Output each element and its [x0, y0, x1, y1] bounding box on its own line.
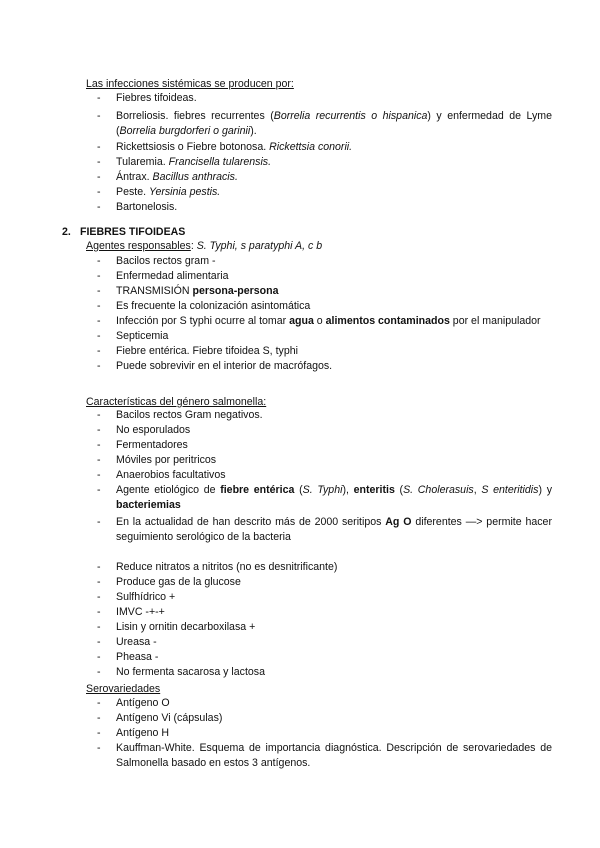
list-item: - Fiebre entérica. Fiebre tifoidea S, typhi [97, 344, 552, 359]
list-item: - IMVC -+-+ [97, 605, 552, 620]
agentes-heading: Agentes responsables: S. Typhi, s paratyphi A, c b [86, 240, 323, 252]
list-item: - Es frecuente la colonización asintomática [97, 299, 552, 314]
list-item: - Borreliosis. fiebres recurrentes (Borrelia recurrentis o hispanica) y enfermedad de Lyme (Borrelia burgdorferi o garinii). [97, 109, 552, 139]
caracteristicas-list [97, 408, 552, 680]
list-item: - Anaerobios facultativos [97, 468, 552, 483]
list-item: - Kauffman-White. Esquema de importancia diagnóstica. Descripción de serovariedades de Salmonella basado en estos 3 antígenos. [97, 741, 552, 771]
list-item: - Fiebres tifoideas. [97, 91, 552, 106]
infecciones-list [97, 91, 552, 215]
list-item: - Bartonelosis. [97, 200, 552, 215]
list-item: - Rickettsiosis o Fiebre botonosa. Rickettsia conorii. [97, 140, 552, 155]
list-item: - Lisin y ornitin decarboxilasa + [97, 620, 552, 635]
list-item: - Reduce nitratos a nitritos (no es desnitrificante) [97, 560, 552, 575]
list-item: - Bacilos rectos gram - [97, 254, 552, 269]
list-item: - Bacilos rectos Gram negativos. [97, 408, 552, 423]
list-item: - Puede sobrevivir en el interior de macrófagos. [97, 359, 552, 374]
list-item: - Produce gas de la glucose [97, 575, 552, 590]
section-title: 2. FIEBRES TIFOIDEAS [62, 226, 186, 238]
list-item: - Sulfhídrico + [97, 590, 552, 605]
list-item: - No esporulados [97, 423, 552, 438]
serovariedades-heading: Serovariedades [86, 683, 161, 695]
infecciones-heading: Las infecciones sistémicas se producen por: [86, 78, 294, 90]
list-item: - Tularemia. Francisella tularensis. [97, 155, 552, 170]
section-number: 2. [62, 226, 71, 238]
list-item: - Peste. Yersinia pestis. [97, 185, 552, 200]
agentes-list [97, 254, 552, 374]
serovariedades-list [97, 696, 552, 771]
list-item: - Móviles por peritricos [97, 453, 552, 468]
list-item: - Antígeno H [97, 726, 552, 741]
list-item: - Enfermedad alimentaria [97, 269, 552, 284]
list-item: - Ureasa - [97, 635, 552, 650]
list-item: - En la actualidad de han descrito más de 2000 seritipos Ag O diferentes —> permite hacer seguimiento serológico de la bacteria [97, 515, 552, 545]
list-item: - Infección por S typhi ocurre al tomar agua o alimentos contaminados por el manipulador [97, 314, 552, 329]
list-item: - Septicemia [97, 329, 552, 344]
list-item: - Ántrax. Bacillus anthracis. [97, 170, 552, 185]
list-item: - No fermenta sacarosa y lactosa [97, 665, 552, 680]
list-item: - Pheasa - [97, 650, 552, 665]
list-item: - Fermentadores [97, 438, 552, 453]
list-item: - TRANSMISIÓN persona-persona [97, 284, 552, 299]
list-item: - Agente etiológico de fiebre entérica (S. Typhi), enteritis (S. Cholerasuis, S enteritidis) y bacteriemias [97, 483, 552, 513]
list-item: - Antígeno O [97, 696, 552, 711]
list-item: - Antígeno Vi (cápsulas) [97, 711, 552, 726]
caracteristicas-heading: Características del género salmonella: [86, 396, 267, 408]
